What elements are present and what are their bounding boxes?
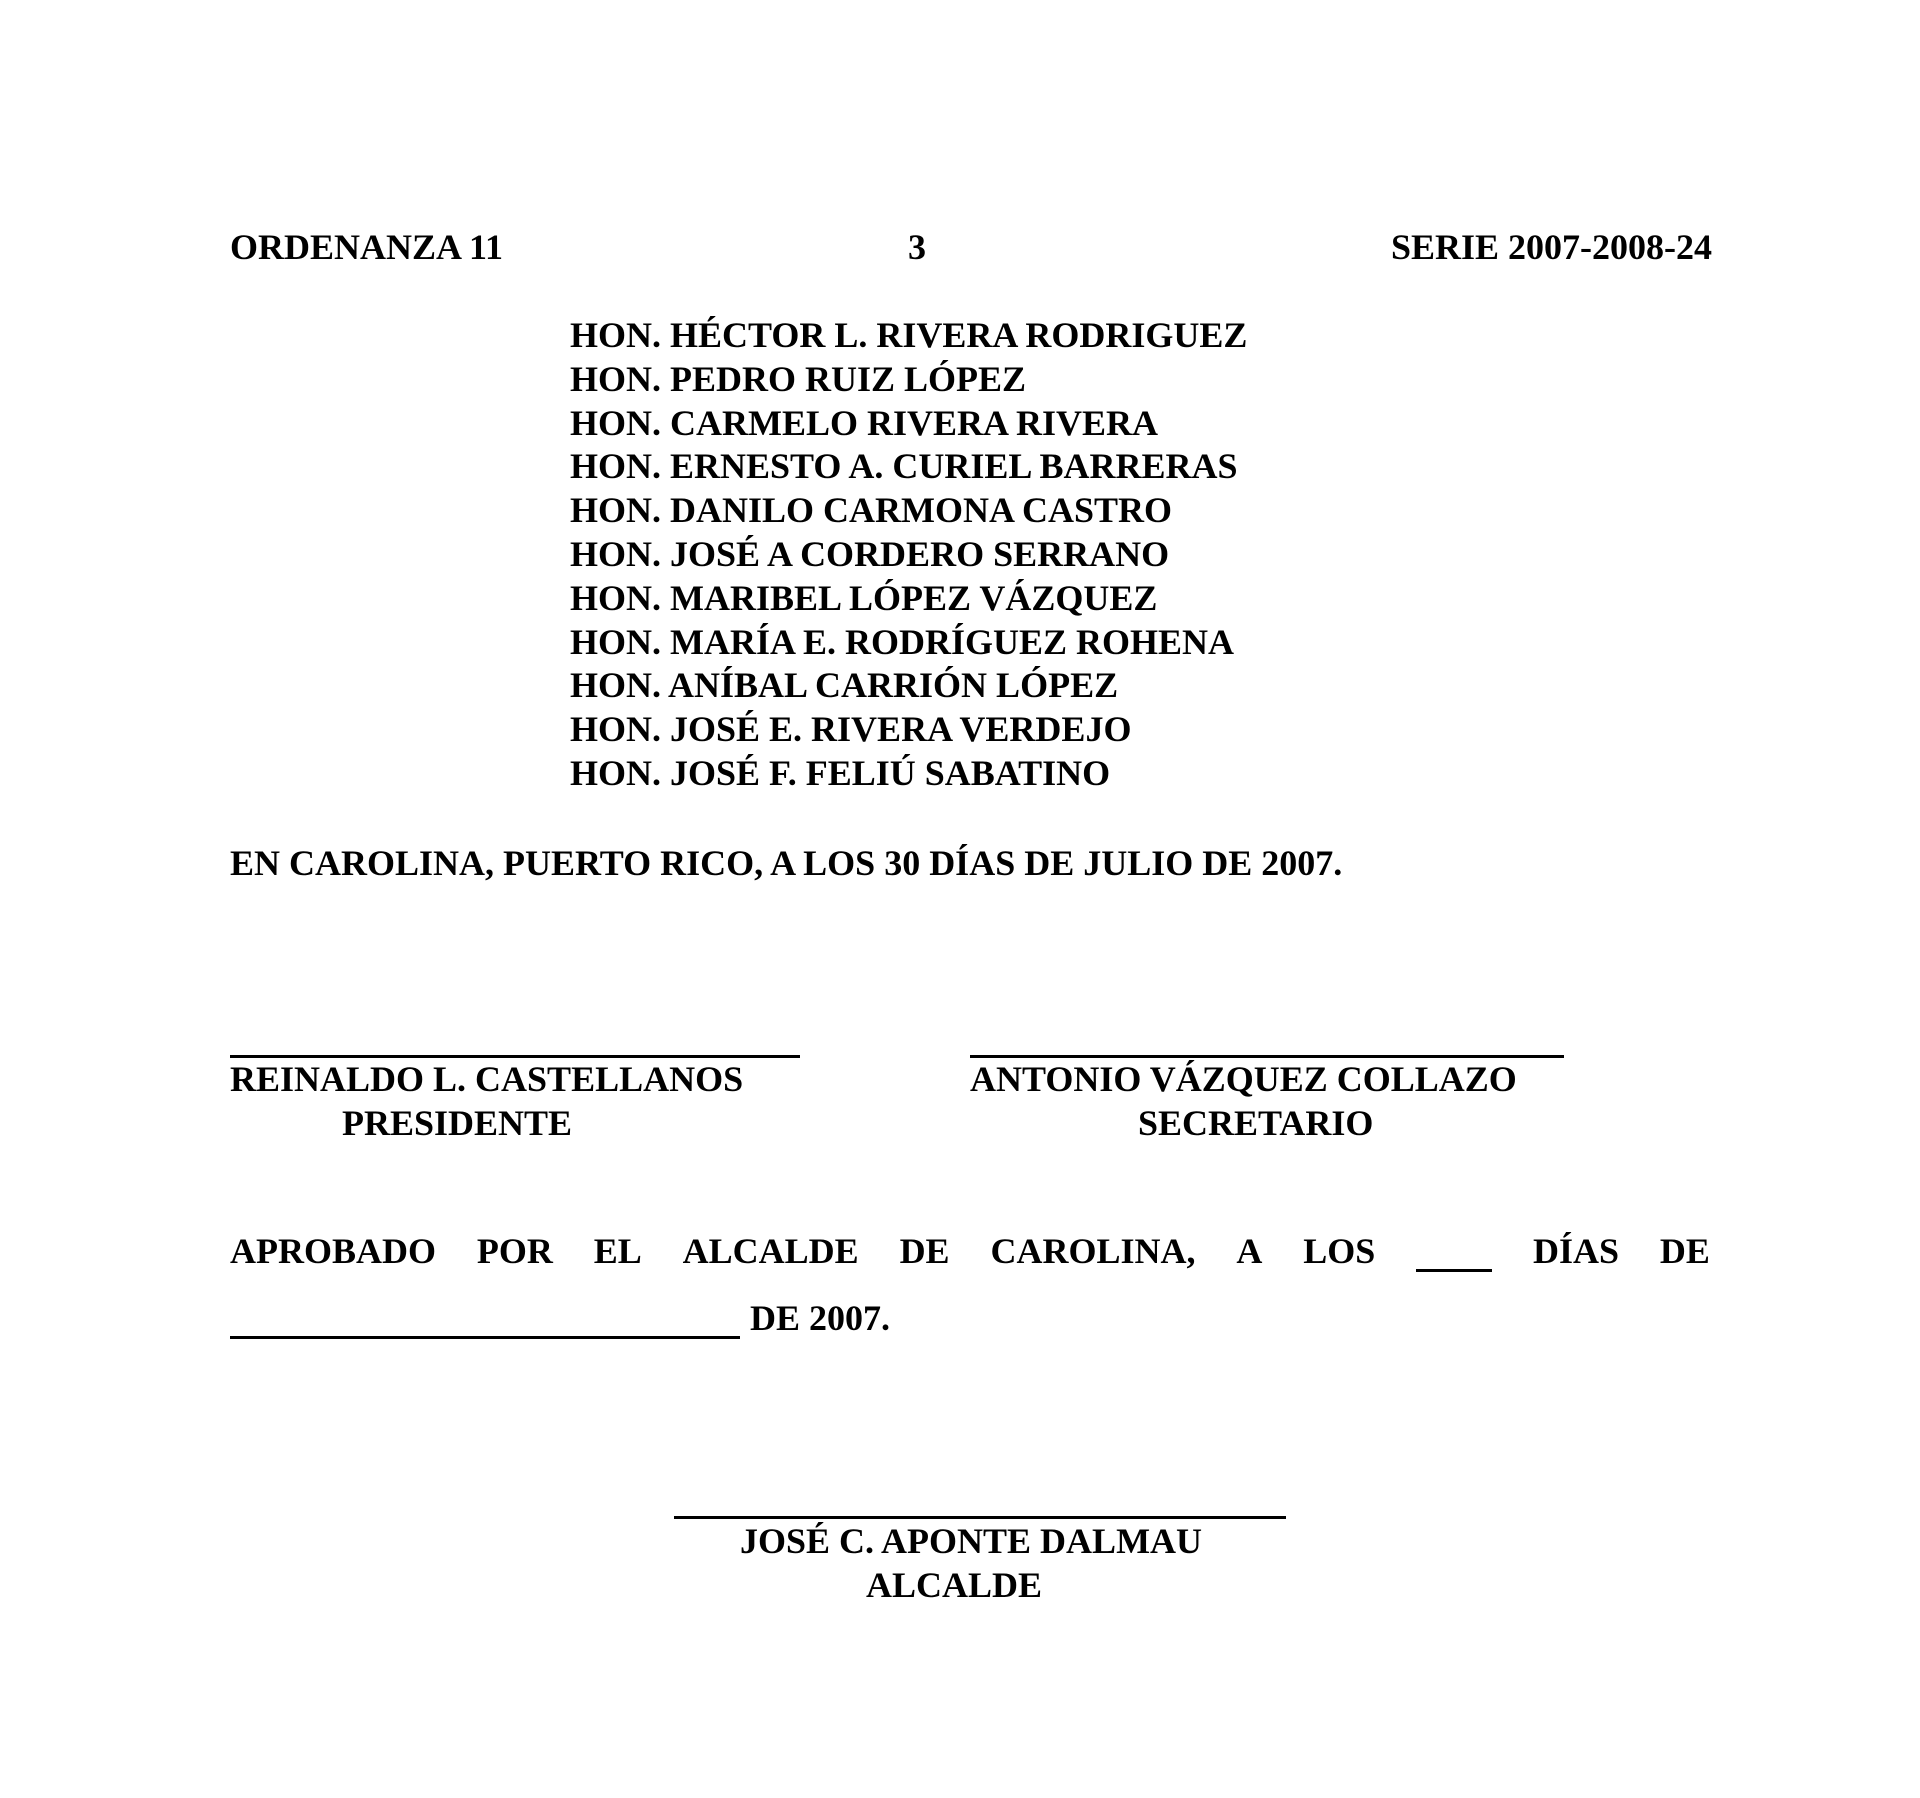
approval-word: LOS (1303, 1231, 1376, 1271)
approval-word: DE (899, 1231, 950, 1271)
members-list (570, 314, 1247, 796)
secretary-name: ANTONIO VÁZQUEZ COLLAZO (970, 1059, 1517, 1099)
president-title: PRESIDENTE (342, 1103, 573, 1143)
approval-statement (230, 1230, 1710, 1272)
member-name: HON. ANÍBAL CARRIÓN LÓPEZ (570, 665, 1119, 706)
member-name: HON. MARIBEL LÓPEZ VÁZQUEZ (570, 577, 1158, 618)
member-name: HON. MARÍA E. RODRÍGUEZ ROHENA (570, 621, 1235, 662)
member-name: HON. DANILO CARMONA CASTRO (570, 490, 1173, 531)
approval-word: A (1236, 1231, 1263, 1271)
month-blank (230, 1300, 740, 1339)
approval-year: DE 2007. (750, 1298, 891, 1338)
approval-word: DÍAS (1533, 1231, 1620, 1271)
approval-word: EL (593, 1231, 642, 1271)
member-name: HON. JOSÉ E. RIVERA VERDEJO (570, 709, 1132, 750)
secretary-title: SECRETARIO (1138, 1103, 1374, 1143)
mayor-title: ALCALDE (866, 1565, 1043, 1605)
president-name: REINALDO L. CASTELLANOS (230, 1059, 744, 1099)
approval-word: CAROLINA, (990, 1231, 1196, 1271)
member-name: HON. ERNESTO A. CURIEL BARRERAS (570, 446, 1238, 487)
member-name: HON. CARMELO RIVERA RIVERA (570, 402, 1159, 443)
approval-word: ALCALDE (682, 1231, 859, 1271)
approval-word: POR (476, 1231, 553, 1271)
mayor-signature-line (674, 1516, 1286, 1519)
member-name: HON. HÉCTOR L. RIVERA RODRIGUEZ (570, 315, 1248, 355)
page-number: 3 (908, 227, 926, 267)
member-name: HON. JOSÉ F. FELIÚ SABATINO (570, 752, 1111, 793)
day-blank (1416, 1233, 1492, 1272)
ordinance-number: ORDENANZA 11 (230, 227, 504, 267)
series-number: SERIE 2007-2008-24 (1390, 227, 1712, 267)
page-header (230, 226, 1712, 274)
approval-continuation (230, 1297, 890, 1339)
approval-word: APROBADO (230, 1231, 436, 1271)
date-statement: EN CAROLINA, PUERTO RICO, A LOS 30 DÍAS DE JULIO DE 2007. (230, 843, 1343, 883)
mayor-name: JOSÉ C. APONTE DALMAU (740, 1521, 1203, 1561)
member-name: HON. JOSÉ A CORDERO SERRANO (570, 533, 1170, 574)
member-name: HON. PEDRO RUIZ LÓPEZ (570, 358, 1027, 399)
approval-word: DE (1659, 1231, 1710, 1271)
